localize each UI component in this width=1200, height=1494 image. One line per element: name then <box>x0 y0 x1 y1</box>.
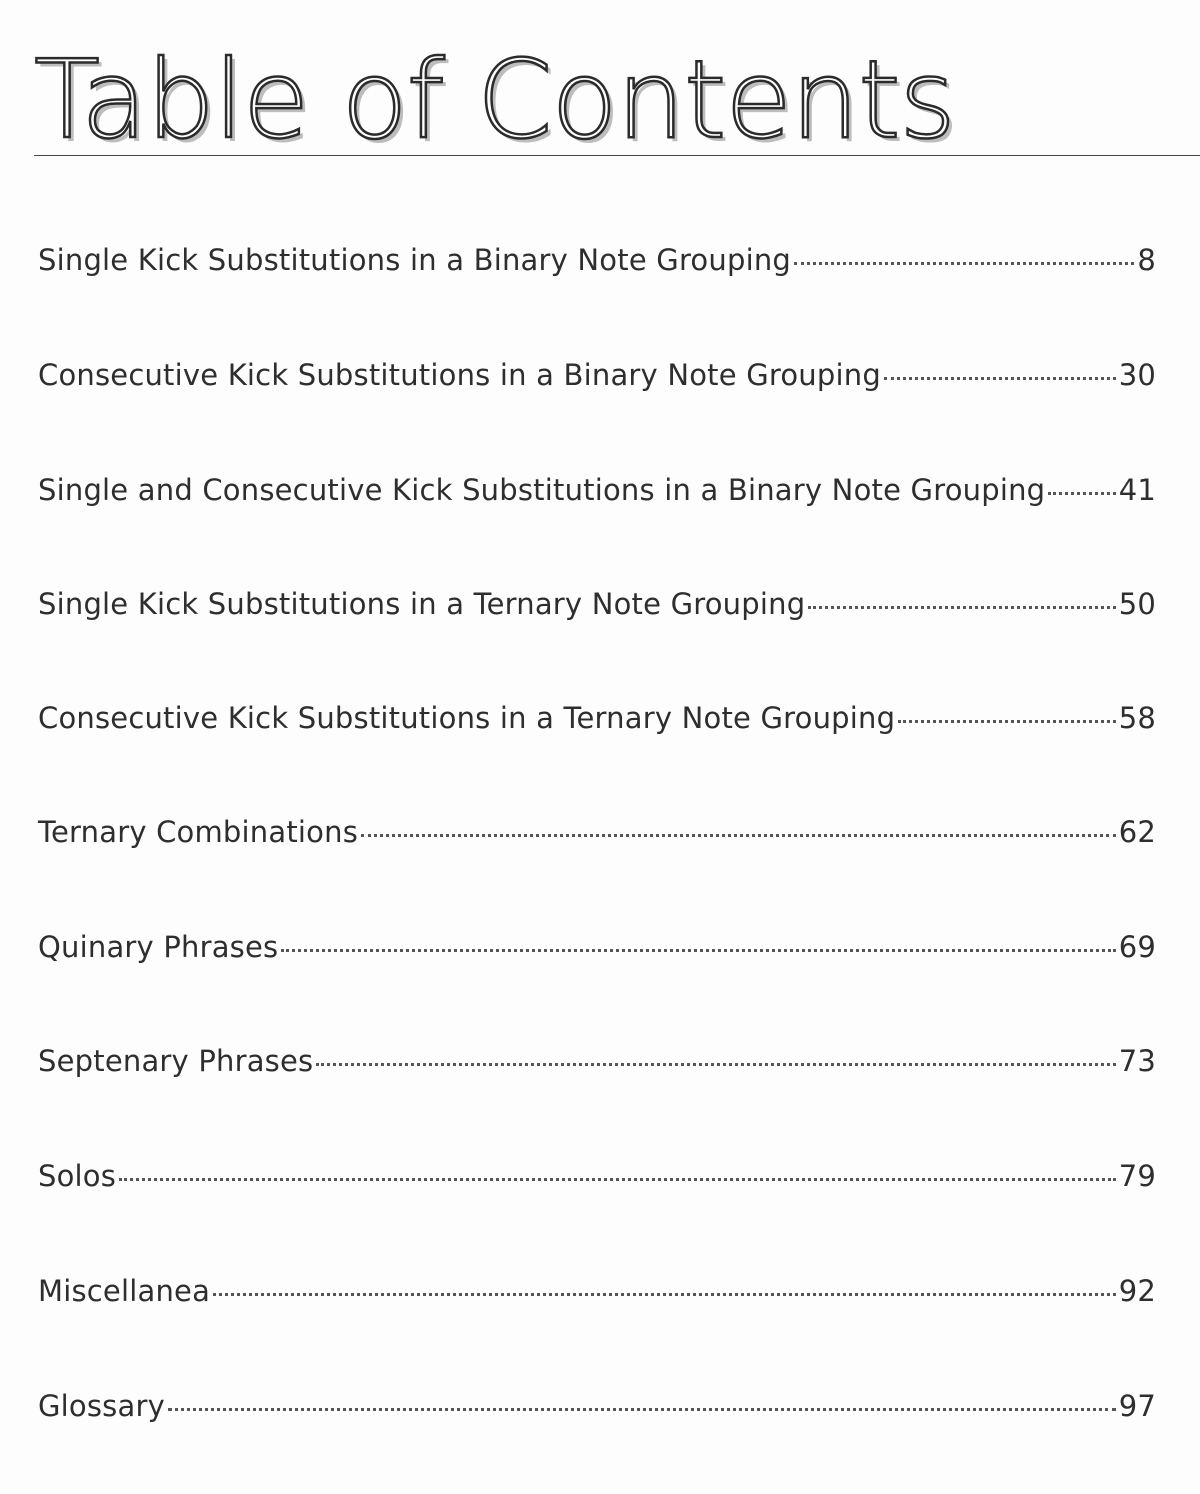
toc-dot-leader <box>168 1408 1116 1411</box>
page-title: Table of Contents <box>34 38 955 163</box>
toc-entry <box>38 927 1156 967</box>
toc-entry <box>38 812 1156 852</box>
toc-entry-title: Single Kick Substitutions in a Ternary Note Grouping <box>38 587 806 621</box>
toc-entry-page: 62 <box>1118 815 1156 849</box>
toc-entry-page: 97 <box>1118 1389 1156 1423</box>
toc-dot-leader <box>361 834 1116 837</box>
toc-entry <box>38 698 1156 738</box>
toc-entry-title: Glossary <box>38 1389 165 1423</box>
toc-entry-page: 69 <box>1118 930 1156 964</box>
toc-entry-title: Consecutive Kick Substitutions in a Binary Note Grouping <box>38 358 881 392</box>
toc-entry-title: Solos <box>38 1159 117 1193</box>
toc-dot-leader <box>1048 492 1115 495</box>
toc-entry-title: Single and Consecutive Kick Substitutions in a Binary Note Grouping <box>38 473 1046 507</box>
toc-entry-title: Ternary Combinations <box>38 815 359 849</box>
toc-entry-page: 50 <box>1118 587 1156 621</box>
toc-entry <box>38 240 1156 280</box>
toc-entry-page: 41 <box>1118 473 1156 507</box>
toc-entry-page: 8 <box>1137 243 1156 277</box>
toc-entry-title: Miscellanea <box>38 1274 211 1308</box>
title-underline <box>34 155 1200 156</box>
toc-entry-page: 30 <box>1118 358 1156 392</box>
toc-entry <box>38 1041 1156 1081</box>
toc-entry-page: 92 <box>1118 1274 1156 1308</box>
toc-dot-leader <box>213 1293 1116 1296</box>
toc-entry-page: 79 <box>1118 1159 1156 1193</box>
toc-dot-leader <box>281 949 1115 952</box>
toc-entry-title: Quinary Phrases <box>38 930 279 964</box>
toc-entry <box>38 584 1156 624</box>
toc-dot-leader <box>898 720 1115 723</box>
toc-entry <box>38 1156 1156 1196</box>
toc-entry <box>38 470 1156 510</box>
toc-entry-title: Consecutive Kick Substitutions in a Ternary Note Grouping <box>38 701 896 735</box>
toc-entry <box>38 355 1156 395</box>
toc-dot-leader <box>119 1178 1116 1181</box>
toc-dot-leader <box>794 262 1134 265</box>
toc-dot-leader <box>316 1063 1115 1066</box>
toc-entry-title: Septenary Phrases <box>38 1044 314 1078</box>
toc-entry-page: 58 <box>1118 701 1156 735</box>
toc-dot-leader <box>884 377 1116 380</box>
toc-entry <box>38 1386 1156 1426</box>
toc-entry-page: 73 <box>1118 1044 1156 1078</box>
toc-entry-title: Single Kick Substitutions in a Binary Note Grouping <box>38 243 792 277</box>
toc-entry <box>38 1271 1156 1311</box>
toc-dot-leader <box>808 606 1115 609</box>
